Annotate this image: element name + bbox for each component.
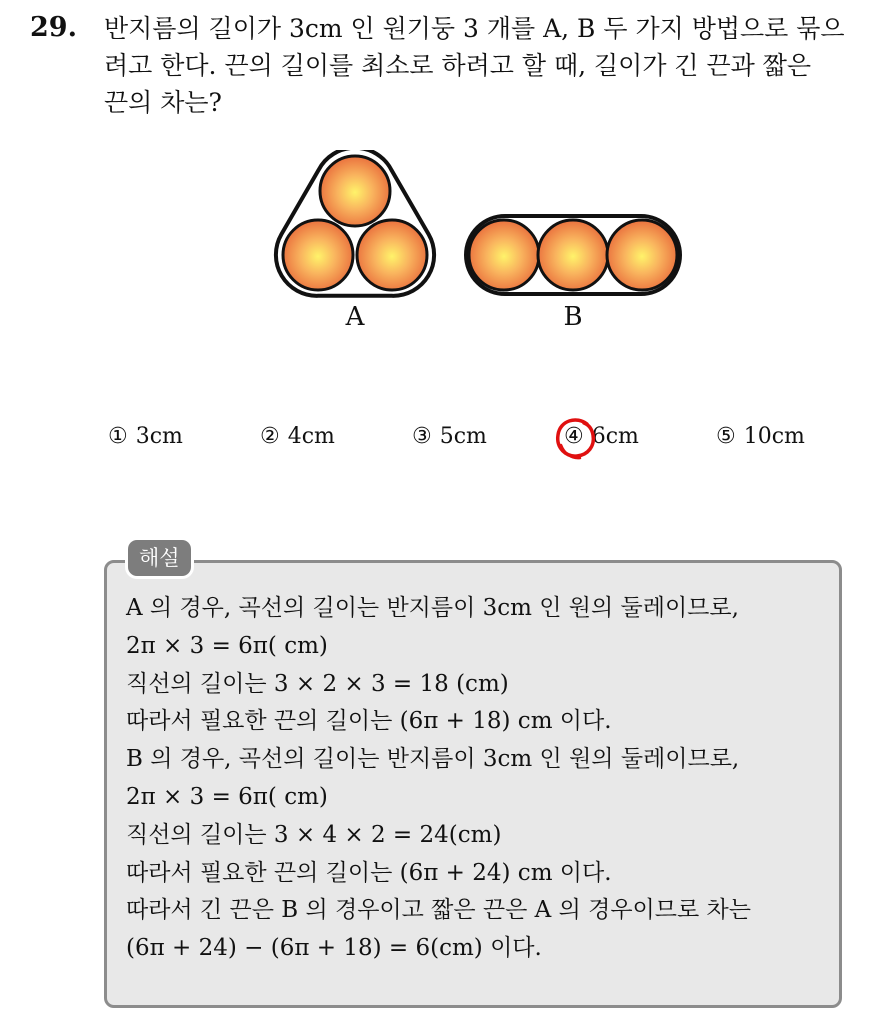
choice-marker: ④ xyxy=(564,424,584,449)
question-line: 반지름의 길이가 3cm 인 원기둥 3 개를 A, B 두 가지 방법으로 묶으 xyxy=(104,14,845,43)
question-text xyxy=(104,10,864,121)
cylinder-a-right xyxy=(357,220,427,290)
question-line: 끈의 차는? xyxy=(104,88,222,117)
cylinder-b-2 xyxy=(538,220,608,290)
solution-line: B 의 경우, 곡선의 길이는 반지름이 3cm 인 원의 둘레이므로, xyxy=(126,746,740,773)
choice-2[interactable] xyxy=(260,424,335,449)
solution-line: 직선의 길이는 3 × 4 × 2 = 24(cm) xyxy=(126,821,502,848)
choice-3[interactable] xyxy=(412,424,487,449)
cylinder-b-1 xyxy=(469,220,539,290)
choice-marker: ② xyxy=(260,424,280,449)
choice-4[interactable] xyxy=(564,424,639,449)
solution-text xyxy=(126,590,836,968)
cylinder-b-3 xyxy=(607,220,677,290)
choice-text: 4cm xyxy=(287,424,335,449)
solution-line: 직선의 길이는 3 × 2 × 3 = 18 (cm) xyxy=(126,670,509,697)
question-number: 29. xyxy=(30,12,77,43)
choice-text: 6cm xyxy=(591,424,639,449)
question-line: 려고 한다. 끈의 길이를 최소로 하려고 할 때, 길이가 긴 끈과 짧은 xyxy=(104,51,812,80)
choice-marker: ⑤ xyxy=(716,424,736,449)
cylinder-a-left xyxy=(283,220,353,290)
choice-text: 3cm xyxy=(135,424,183,449)
answer-choices xyxy=(108,424,848,460)
solution-line: 2π × 3 = 6π( cm) xyxy=(126,632,328,659)
choice-marker: ① xyxy=(108,424,128,449)
solution-line: (6π + 24) − (6π + 18) = 6(cm) 이다. xyxy=(126,935,542,962)
choice-text: 5cm xyxy=(439,424,487,449)
choice-5[interactable] xyxy=(716,424,805,449)
choice-marker: ③ xyxy=(412,424,432,449)
arrangement-a xyxy=(276,150,434,296)
arrangement-b xyxy=(466,216,680,294)
solution-line: 2π × 3 = 6π( cm) xyxy=(126,783,328,810)
solution-line: A 의 경우, 곡선의 길이는 반지름이 3cm 인 원의 둘레이므로, xyxy=(126,595,739,621)
cylinder-a-top xyxy=(320,156,390,226)
choice-1[interactable] xyxy=(108,424,183,449)
label-a: A xyxy=(345,302,365,332)
label-b: B xyxy=(563,302,583,332)
solution-tag: 해설 xyxy=(128,540,191,576)
choice-text: 10cm xyxy=(743,424,805,449)
solution-line: 따라서 필요한 끈의 길이는 (6π + 24) cm 이다. xyxy=(126,859,612,886)
solution-line: 따라서 긴 끈은 B 의 경우이고 짧은 끈은 A 의 경우이므로 차는 xyxy=(126,897,751,924)
solution-line: 따라서 필요한 끈의 길이는 (6π + 18) cm 이다. xyxy=(126,708,612,735)
cylinder-bundle-figure xyxy=(270,150,700,340)
